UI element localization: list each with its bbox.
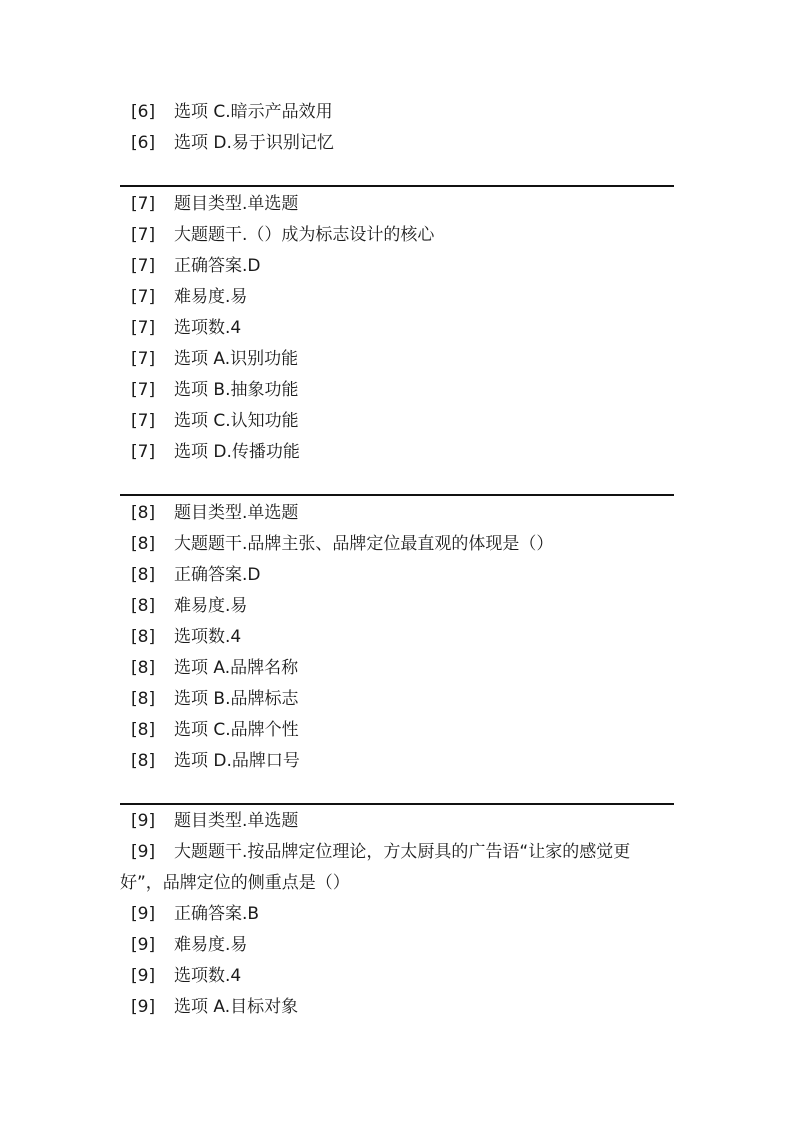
line-text: 选项 C.认知功能	[174, 411, 299, 431]
question-7-difficulty	[120, 282, 674, 313]
question-8-difficulty	[120, 591, 674, 622]
line-text: 正确答案.D	[174, 256, 261, 276]
line-text: 选项 A.识别功能	[174, 349, 299, 369]
line-text: 题目类型.单选题	[174, 811, 299, 831]
question-number: [8]	[131, 658, 156, 678]
question-9-answer	[120, 899, 674, 930]
question-7-block	[120, 189, 674, 468]
line-text: 选项 B.品牌标志	[174, 689, 299, 709]
question-number: [7]	[131, 318, 156, 338]
line-text: 正确答案.D	[174, 565, 261, 585]
question-number: [8]	[131, 689, 156, 709]
question-number: [9]	[131, 997, 156, 1017]
question-number: [9]	[131, 842, 156, 862]
separator-rule	[120, 494, 674, 496]
line-text: 选项 D.传播功能	[174, 442, 300, 462]
question-8-answer	[120, 560, 674, 591]
question-7-option-a	[120, 344, 674, 375]
question-number: [7]	[131, 442, 156, 462]
question-8-option-count	[120, 622, 674, 653]
line-text: 大题题干.按品牌定位理论，方太厨具的广告语“让家的感觉更好”，品牌定位的侧重点是（）	[120, 842, 631, 893]
question-8-block	[120, 498, 674, 777]
line-text: 大题题干.品牌主张、品牌定位最直观的体现是（）	[174, 534, 554, 554]
question-number: [7]	[131, 225, 156, 245]
question-number: [8]	[131, 627, 156, 647]
question-7-option-d	[120, 437, 674, 468]
line-text: 大题题干.（）成为标志设计的核心	[174, 225, 435, 245]
question-number: [7]	[131, 194, 156, 214]
question-number: [8]	[131, 565, 156, 585]
question-number: [6]	[131, 133, 156, 153]
line-text: 选项 A.品牌名称	[174, 658, 299, 678]
question-number: [9]	[131, 904, 156, 924]
line-text: 题目类型.单选题	[174, 503, 299, 523]
question-8-option-a	[120, 653, 674, 684]
question-number: [7]	[131, 287, 156, 307]
line-text: 选项 D.品牌口号	[174, 751, 300, 771]
line-text: 选项 C.品牌个性	[174, 720, 299, 740]
question-number: [9]	[131, 811, 156, 831]
question-number: [8]	[131, 503, 156, 523]
question-number: [8]	[131, 751, 156, 771]
question-number: [9]	[131, 966, 156, 986]
line-text: 选项数.4	[174, 966, 242, 986]
question-9-option-count	[120, 961, 674, 992]
question-number: [7]	[131, 349, 156, 369]
question-9-option-a	[120, 992, 674, 1023]
question-7-option-count	[120, 313, 674, 344]
separator-rule	[120, 803, 674, 805]
question-7-option-c	[120, 406, 674, 437]
question-9-stem	[120, 837, 674, 899]
question-6-option-c	[120, 97, 674, 128]
question-7-option-b	[120, 375, 674, 406]
question-number: [7]	[131, 411, 156, 431]
question-number: [8]	[131, 720, 156, 740]
question-8-option-d	[120, 746, 674, 777]
question-6-block	[120, 97, 674, 159]
question-9-difficulty	[120, 930, 674, 961]
line-text: 正确答案.B	[174, 904, 260, 924]
question-8-option-b	[120, 684, 674, 715]
question-9-block	[120, 806, 674, 1023]
line-text: 选项 B.抽象功能	[174, 380, 299, 400]
question-number: [7]	[131, 256, 156, 276]
line-text: 选项 C.暗示产品效用	[174, 102, 333, 122]
line-text: 题目类型.单选题	[174, 194, 299, 214]
question-7-answer	[120, 251, 674, 282]
question-9-type	[120, 806, 674, 837]
question-8-stem	[120, 529, 674, 560]
line-text: 难易度.易	[174, 287, 248, 307]
question-number: [8]	[131, 596, 156, 616]
line-text: 选项 A.目标对象	[174, 997, 299, 1017]
question-number: [7]	[131, 380, 156, 400]
separator-rule	[120, 185, 674, 187]
question-number: [9]	[131, 935, 156, 955]
line-text: 选项 D.易于识别记忆	[174, 133, 334, 153]
question-7-type	[120, 189, 674, 220]
question-number: [6]	[131, 102, 156, 122]
question-6-option-d	[120, 128, 674, 159]
question-7-stem	[120, 220, 674, 251]
line-text: 难易度.易	[174, 935, 248, 955]
question-8-type	[120, 498, 674, 529]
line-text: 难易度.易	[174, 596, 248, 616]
line-text: 选项数.4	[174, 627, 242, 647]
question-8-option-c	[120, 715, 674, 746]
question-number: [8]	[131, 534, 156, 554]
line-text: 选项数.4	[174, 318, 242, 338]
